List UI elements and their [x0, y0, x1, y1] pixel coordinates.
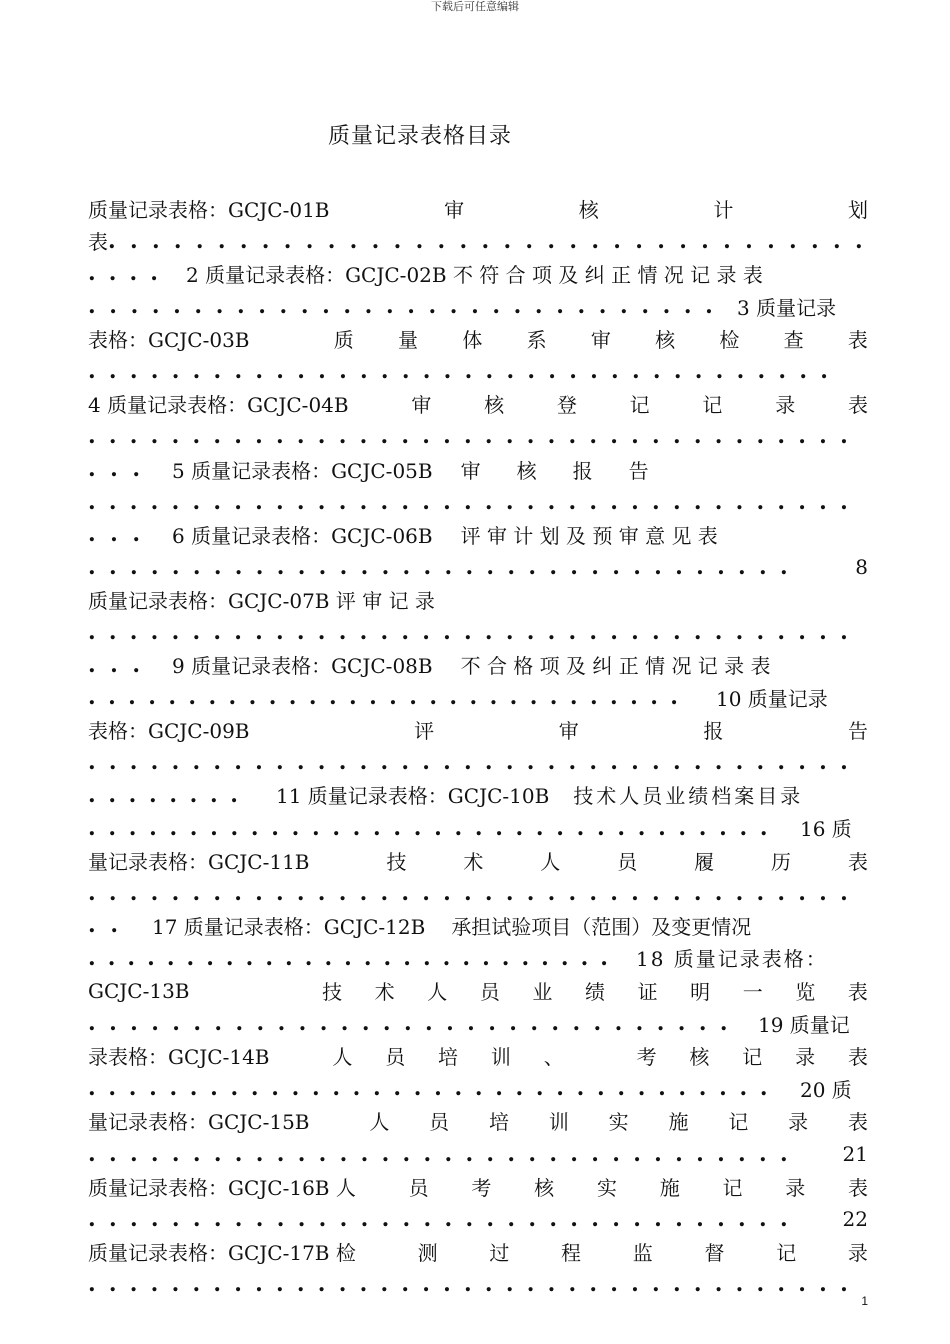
toc-char: 录 — [775, 393, 796, 418]
toc-char: 审 — [411, 393, 432, 418]
leader-dots: . . . — [88, 651, 140, 678]
toc-char: 记 — [728, 1110, 749, 1135]
toc-text: 5 质量记录表格：GCJC-05B — [172, 458, 433, 483]
toc-line — [88, 1170, 868, 1203]
toc-char: 核 — [534, 1175, 555, 1200]
toc-text: 不 合 格 项 及 纠 正 情 况 记 录 表 — [460, 654, 771, 679]
toc-char: 历 — [771, 849, 792, 874]
toc-char: 人 — [332, 1045, 353, 1070]
toc-char: 技 — [386, 849, 407, 874]
toc-line — [88, 1268, 868, 1301]
toc-line — [88, 1007, 868, 1040]
toc-char: 技 — [322, 980, 343, 1005]
leader-dots: . . . . . . . . . . . . . . . . . . . . . . . . . . . . . . . . . . — [88, 1140, 788, 1167]
toc-line — [88, 485, 868, 518]
toc-char: 审 — [590, 328, 611, 353]
toc-char: 表 — [847, 393, 868, 418]
leader-dots: . . . . . . . . . . . . . . . . . . . . . . . . . . . . . . — [88, 684, 678, 711]
toc-line — [88, 844, 868, 877]
toc-char: 录 — [785, 1175, 806, 1200]
toc-char: 告 — [628, 458, 649, 483]
leader-dots: . . . . . . . . . . . . . . . . . . . . . . . . . . . . . . . . . . — [88, 1205, 788, 1232]
toc-char: 业 — [532, 980, 553, 1005]
toc-text: 17 质量记录表格：GCJC-12B — [152, 914, 426, 939]
page-ref: 10 质量记录 — [716, 686, 828, 711]
toc-char: 履 — [694, 849, 715, 874]
leader-dots: . . . . . . . . . . . . . . . . . . . . . . . . . . . . . . . . . . . . . — [88, 488, 848, 515]
toc-line — [88, 192, 868, 225]
toc-char: 监 — [632, 1240, 653, 1265]
toc-char: 绩 — [584, 980, 605, 1005]
toc-char: 记 — [742, 1045, 763, 1070]
toc-text: 质量记录表格：GCJC-16B 人 — [88, 1175, 356, 1200]
toc-char: 督 — [704, 1240, 725, 1265]
page-ref: 3 质量记录 — [737, 295, 837, 320]
page-ref: 19 质量记 — [758, 1012, 850, 1037]
toc-char: 核 — [516, 458, 537, 483]
toc-char: 划 — [847, 197, 868, 222]
toc-char: 表 — [848, 1175, 868, 1200]
toc-line — [88, 1235, 868, 1268]
toc-text: 承担试验项目（范围）及变更情况 — [451, 914, 752, 939]
toc-char: 明 — [690, 980, 711, 1005]
toc-line — [88, 714, 868, 747]
toc-char: 审 — [460, 458, 481, 483]
toc-line — [88, 1202, 868, 1235]
toc-char: 表 — [847, 1045, 868, 1070]
toc-line — [88, 811, 868, 844]
toc-text: 表格：GCJC-09B — [88, 719, 250, 744]
toc-char: 录 — [788, 1110, 809, 1135]
toc-text: 技术人员业绩档案目录 — [573, 784, 804, 809]
page-number: 1 — [861, 1294, 868, 1308]
leader-dots: . . . — [88, 521, 140, 548]
toc-line — [88, 648, 868, 681]
toc-body — [88, 192, 868, 1300]
page-ref: 22 — [842, 1206, 868, 1231]
toc-text: 质量记录表格：GCJC-01B — [88, 197, 330, 222]
leader-dots: . . . . . . . . . . . . . . . . . . . . . . . . . . . . . . . . . . . . . — [88, 1270, 848, 1297]
toc-char: 表 — [847, 980, 868, 1005]
toc-text: 评 审 计 划 及 预 审 意 见 表 — [460, 523, 718, 548]
toc-char: 评 — [414, 719, 435, 744]
toc-line — [88, 1137, 868, 1170]
toc-line — [88, 322, 868, 355]
toc-line — [88, 1072, 868, 1105]
toc-line — [88, 974, 868, 1007]
toc-char: 施 — [668, 1110, 689, 1135]
toc-char: 报 — [572, 458, 593, 483]
toc-text: 4 质量记录表格：GCJC-04B — [88, 393, 349, 418]
toc-text: 表格：GCJC-03B — [88, 328, 250, 353]
toc-char: 量 — [398, 328, 419, 353]
leader-dots: . . . — [88, 456, 140, 483]
toc-char: 报 — [703, 719, 724, 744]
toc-char: 训 — [548, 1110, 569, 1135]
toc-char: 一 — [742, 980, 763, 1005]
toc-char: 考 — [636, 1045, 657, 1070]
toc-line — [88, 1039, 868, 1072]
toc-char: 检 — [719, 328, 740, 353]
toc-char: 录 — [795, 1045, 816, 1070]
toc-line — [88, 909, 868, 942]
toc-text: 9 质量记录表格：GCJC-08B — [172, 654, 433, 679]
toc-char: 览 — [795, 980, 816, 1005]
header-note: 下载后可任意编辑 — [431, 0, 519, 13]
leader-dots: . . . . . . . . . . . . . . . . . . . . . . . . . . . . . . . — [88, 1010, 728, 1037]
toc-line — [88, 453, 868, 486]
toc-line — [88, 257, 868, 290]
leader-dots: . . . . . . . . . . . . . . . . . . . . . . . . . . . . . . . . . . . . . — [88, 423, 848, 450]
leader-dots: . . . . . . . . . . . . . . . . . . . . . . . . . . . . . . . . . . . . . — [88, 749, 848, 776]
toc-text: 质量记录表格：GCJC-07B 评 审 记 录 — [88, 588, 435, 613]
toc-line — [88, 518, 868, 551]
toc-char: 查 — [783, 328, 804, 353]
toc-line — [88, 551, 868, 584]
toc-char: 体 — [462, 328, 483, 353]
leader-dots: . . — [88, 912, 118, 939]
leader-dots: . . . . . . . . . . . . . . . . . . . . . . . . . . . . . . . . . . — [88, 1075, 768, 1102]
toc-char: 考 — [471, 1175, 492, 1200]
toc-char: 系 — [526, 328, 547, 353]
toc-char: 计 — [713, 197, 734, 222]
toc-char: 测 — [417, 1240, 438, 1265]
toc-text: 量记录表格：GCJC-15B — [88, 1110, 310, 1135]
page-ref: 21 — [842, 1141, 868, 1166]
leader-dots: . . . . — [88, 260, 158, 287]
toc-char: 员 — [385, 1045, 406, 1070]
toc-char: 质 — [333, 328, 354, 353]
toc-char: 训 — [490, 1045, 511, 1070]
toc-char: 程 — [561, 1240, 582, 1265]
toc-char: 人 — [427, 980, 448, 1005]
toc-char: 员 — [429, 1110, 450, 1135]
toc-line — [88, 583, 868, 616]
toc-text: 表 — [88, 230, 108, 255]
toc-line — [88, 876, 868, 909]
toc-char: 记 — [776, 1240, 797, 1265]
toc-line — [88, 420, 868, 453]
leader-dots: . . . . . . . . . . . . . . . . . . . . . . . . . . . . . . . . . . — [88, 814, 768, 841]
toc-char: 人 — [369, 1110, 390, 1135]
toc-char: 施 — [659, 1175, 680, 1200]
toc-char: 告 — [847, 719, 868, 744]
leader-dots: . . . . . . . . . . . . . . . . . . . . . . . . . . . . . . . . . . . . . — [88, 619, 848, 646]
toc-char: 核 — [689, 1045, 710, 1070]
toc-text: 质量记录表格：GCJC-17B 检 — [88, 1240, 356, 1265]
toc-line — [88, 746, 868, 779]
toc-char: 核 — [655, 328, 676, 353]
page-ref: 8 — [855, 554, 868, 579]
toc-line — [88, 779, 868, 812]
page-ref: 16 质 — [800, 817, 852, 842]
toc-char: 登 — [556, 393, 577, 418]
leader-dots: . . . . . . . . . . . . . . . . . . . . . . . . . . . . . . . . . . . . . — [88, 879, 848, 906]
leader-dots: . . . . . . . . . . . . . . . . . . . . . . . . . . . . . . . . . . . — [108, 227, 863, 254]
toc-char: 记 — [722, 1175, 743, 1200]
toc-line — [88, 616, 868, 649]
toc-char: 培 — [438, 1045, 459, 1070]
toc-line — [88, 388, 868, 421]
toc-text: 6 质量记录表格：GCJC-06B — [172, 523, 433, 548]
leader-dots: . . . . . . . . . . . . . . . . . . . . . . . . . . . . . . . . . . . . — [88, 358, 828, 385]
toc-char: 术 — [374, 980, 395, 1005]
toc-text: 2 质量记录表格：GCJC-02B 不 符 合 项 及 纠 正 情 况 记 录 表 — [186, 262, 763, 287]
toc-char: 表 — [847, 1110, 868, 1135]
document-title: 质量记录表格目录 — [327, 124, 512, 149]
toc-char: 过 — [489, 1240, 510, 1265]
toc-char: 表 — [847, 328, 868, 353]
toc-text: 录表格：GCJC-14B — [88, 1045, 270, 1070]
toc-char: 员 — [408, 1175, 429, 1200]
toc-text: GCJC-13B — [88, 978, 190, 1003]
toc-char: 审 — [558, 719, 579, 744]
toc-line — [88, 355, 868, 388]
page-ref: 20 质 — [800, 1077, 852, 1102]
toc-char: 审 — [444, 197, 465, 222]
toc-text: 量记录表格：GCJC-11B — [88, 849, 310, 874]
leader-dots: . . . . . . . . . . . . . . . . . . . . . . . . . . . . . . — [88, 293, 713, 320]
toc-char: 员 — [479, 980, 500, 1005]
leader-dots: . . . . . . . . — [88, 781, 238, 808]
toc-line — [88, 681, 868, 714]
toc-char: 实 — [596, 1175, 617, 1200]
toc-line — [88, 942, 868, 975]
toc-char: 记 — [702, 393, 723, 418]
toc-line — [88, 290, 868, 323]
toc-text: 18 质量记录表格： — [636, 947, 828, 972]
toc-char: 证 — [637, 980, 658, 1005]
toc-line — [88, 1105, 868, 1138]
toc-char: 员 — [617, 849, 638, 874]
leader-dots: . . . . . . . . . . . . . . . . . . . . . . . . . . . . . . . . . . — [88, 553, 788, 580]
toc-char: 人 — [540, 849, 561, 874]
toc-char: 录 — [847, 1240, 868, 1265]
toc-line — [88, 225, 868, 258]
toc-char: 、 — [543, 1045, 564, 1070]
toc-char: 培 — [489, 1110, 509, 1135]
toc-char: 记 — [629, 393, 650, 418]
toc-char: 表 — [847, 849, 868, 874]
toc-char: 术 — [463, 849, 484, 874]
toc-text: 11 质量记录表格：GCJC-10B — [276, 784, 550, 809]
toc-char: 核 — [578, 197, 599, 222]
toc-char: 核 — [484, 393, 505, 418]
toc-char: 实 — [608, 1110, 629, 1135]
leader-dots: . . . . . . . . . . . . . . . . . . . . . . . . . . . — [88, 944, 608, 971]
